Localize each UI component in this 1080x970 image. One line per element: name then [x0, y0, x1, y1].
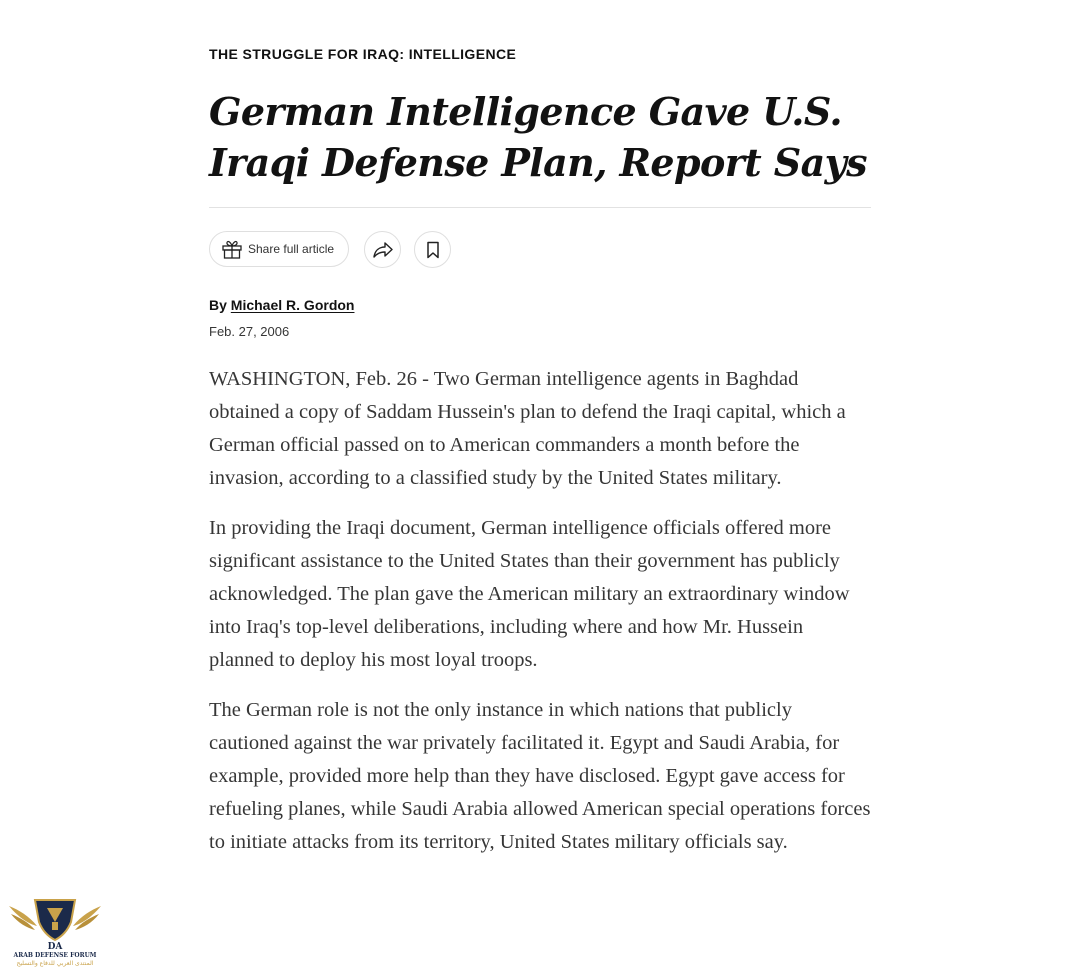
author-link[interactable]: Michael R. Gordon	[230, 297, 355, 313]
arab-defense-forum-logo	[5, 892, 105, 968]
share-full-article-button[interactable]	[209, 231, 349, 267]
share-full-article-label: Share full article	[248, 242, 335, 256]
logo-name-en: ARAB DEFENSE FORUM	[13, 952, 97, 959]
byline-prefix: By	[209, 297, 227, 313]
logo-initials: DA	[47, 942, 63, 952]
article-headline: German Intelligence Gave U.S. Iraqi Defense Plan, Report Says	[209, 89, 867, 185]
logo-name-ar: المنتدى العربي للدفاع والتسليح	[16, 960, 94, 967]
publish-date: Feb. 27, 2006	[209, 324, 290, 339]
header-divider	[209, 207, 871, 208]
gift-icon	[221, 239, 243, 259]
save-button[interactable]	[414, 231, 451, 268]
bookmark-icon	[426, 241, 440, 259]
article-body	[209, 363, 871, 876]
share-button[interactable]	[364, 231, 401, 268]
share-arrow-icon	[372, 241, 394, 259]
article-paragraph: The German role is not the only instance in which nations that publicly cautioned against the war privately facilitated it. Egypt and Saudi Arabia, for example, provided more help than they have disclosed. Egypt gave access for refueling planes, while Saudi Arabia allowed American special operations forces to initiate attacks from its territory, United States military officials say.	[209, 699, 871, 853]
article-paragraph: In providing the Iraqi document, German intelligence officials offered more significant assistance to the United States than their government has publicly acknowledged. The plan gave the American military an extraordinary window into Iraq's top-level deliberations, including where and how Mr. Hussein planned to deploy his most loyal troops.	[209, 517, 850, 671]
byline	[209, 297, 354, 313]
article-kicker: THE STRUGGLE FOR IRAQ: INTELLIGENCE	[209, 46, 517, 62]
article-paragraph: WASHINGTON, Feb. 26 - Two German intelligence agents in Baghdad obtained a copy of Saddam Hussein's plan to defend the Iraqi capital, which a German official passed on to American commanders a month before the invasion, according to a classified study by the United States military.	[209, 368, 846, 489]
